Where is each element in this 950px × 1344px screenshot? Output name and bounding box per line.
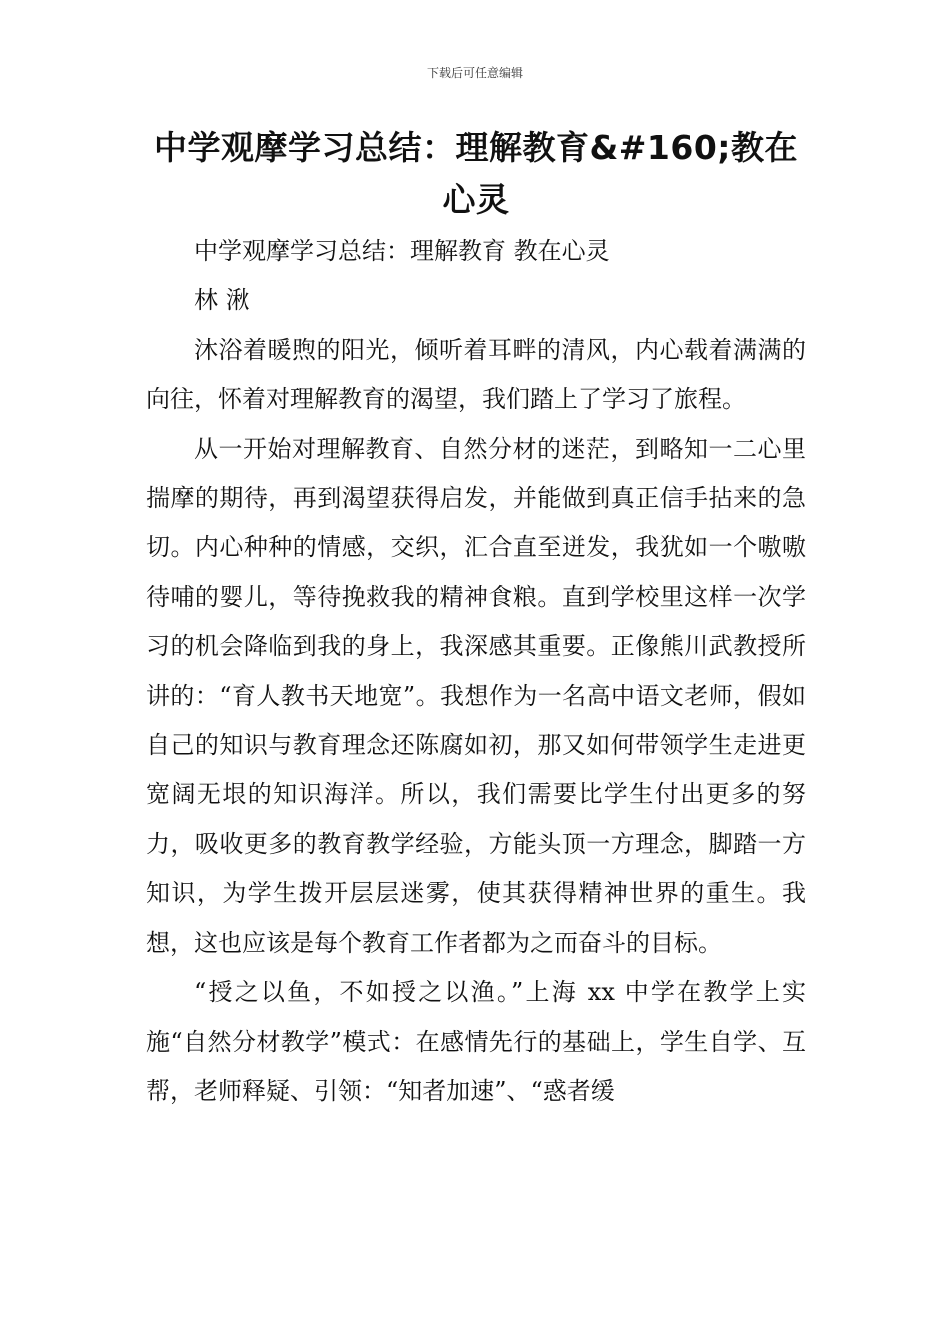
document-author: 林 湫: [194, 286, 250, 315]
body-paragraph: 沐浴着暖煦的阳光，倾听着耳畔的清风，内心载着满满的向往，怀着对理解教育的渴望，我们踏上了学习了旅程。: [146, 335, 806, 414]
header-note: 下载后可任意编辑: [426, 66, 523, 80]
body-paragraph: 从一开始对理解教育、自然分材的迷茫，到略知一二心里揣摩的期待，再到渴望获得启发，并能做到真正信手拈来的急切。内心种种的情感，交织，汇合直至迸发，我犹如一个嗷嗷待哺的婴儿，等待挽救我的精神食粮。直到学校里这样一次学习的机会降临到我的身上，我深感其重要。正像熊川武教授所讲的：“育人教书天地宽”。我想作为一名高中语文老师，假如自己的知识与教育理念还陈腐如初，那又如何带领学生走进更宽阔无垠的知识海洋。所以，我们需要比学生付出更多的努力，吸收更多的教育教学经验，方能头顶一方理念，脚踏一方知识，为学生拨开层层迷雾，使其获得精神世界的重生。我想，这也应该是每个教育工作者都为之而奋斗的目标。: [146, 434, 806, 957]
body-paragraph: “授之以鱼，不如授之以渔。”上海 xx 中学在教学上实施“自然分材教学”模式：在感情先行的基础上，学生自学、互帮，老师释疑、引领：“知者加速”、“惑者缓: [146, 978, 806, 1105]
document-body: [146, 227, 806, 1116]
document-subtitle: 中学观摩学习总结：理解教育 教在心灵: [194, 237, 610, 265]
document-title: 中学观摩学习总结：理解教育&#160;教在心灵: [153, 128, 798, 219]
